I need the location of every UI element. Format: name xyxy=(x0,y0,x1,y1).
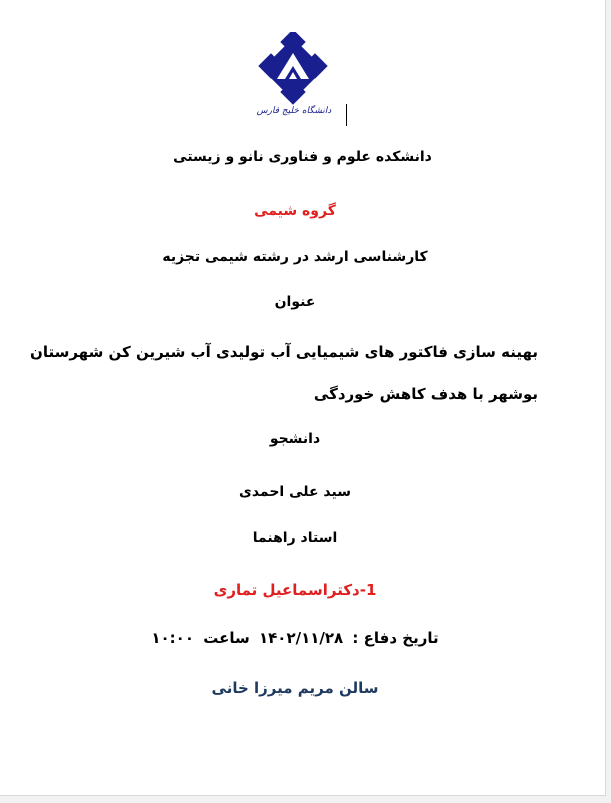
thesis-title-line-2: بوشهر با هدف کاهش خوردگی xyxy=(313,385,538,403)
defense-hall: سالن مریم میرزا خانی xyxy=(211,679,379,697)
defense-time-label: ساعت xyxy=(203,629,250,647)
thesis-title-line-1: بهینه سازی فاکتور های شیمیایی آب تولیدی آب شیرین کن شهرستان xyxy=(30,343,538,361)
title-label: عنوان xyxy=(274,294,316,310)
page-edge-right xyxy=(606,0,611,803)
defense-time: ۱۰:۰۰ xyxy=(151,629,194,647)
defense-date: ۱۴۰۲/۱۱/۲۸ xyxy=(258,629,344,647)
faculty-name: دانشکده علوم و فناوری نانو و زیستی xyxy=(173,149,432,165)
advisor-name: 1-دکتراسماعیل تماری xyxy=(213,581,377,599)
text-cursor xyxy=(346,104,347,126)
advisor-label: استاد راهنما xyxy=(252,530,338,546)
page-edge-bottom xyxy=(0,796,611,803)
university-logo-icon xyxy=(256,32,330,106)
student-label: دانشجو xyxy=(269,431,321,447)
defense-label: تاریخ دفاع : xyxy=(352,629,439,647)
defense-info xyxy=(0,629,590,647)
student-name: سید علی احمدی xyxy=(239,484,351,500)
logo-caption: دانشگاه خلیج فارس xyxy=(256,106,332,116)
degree-text: کارشناسی ارشد در رشته شیمی تجزیه xyxy=(162,249,428,265)
group-name: گروه شیمی xyxy=(254,203,336,219)
